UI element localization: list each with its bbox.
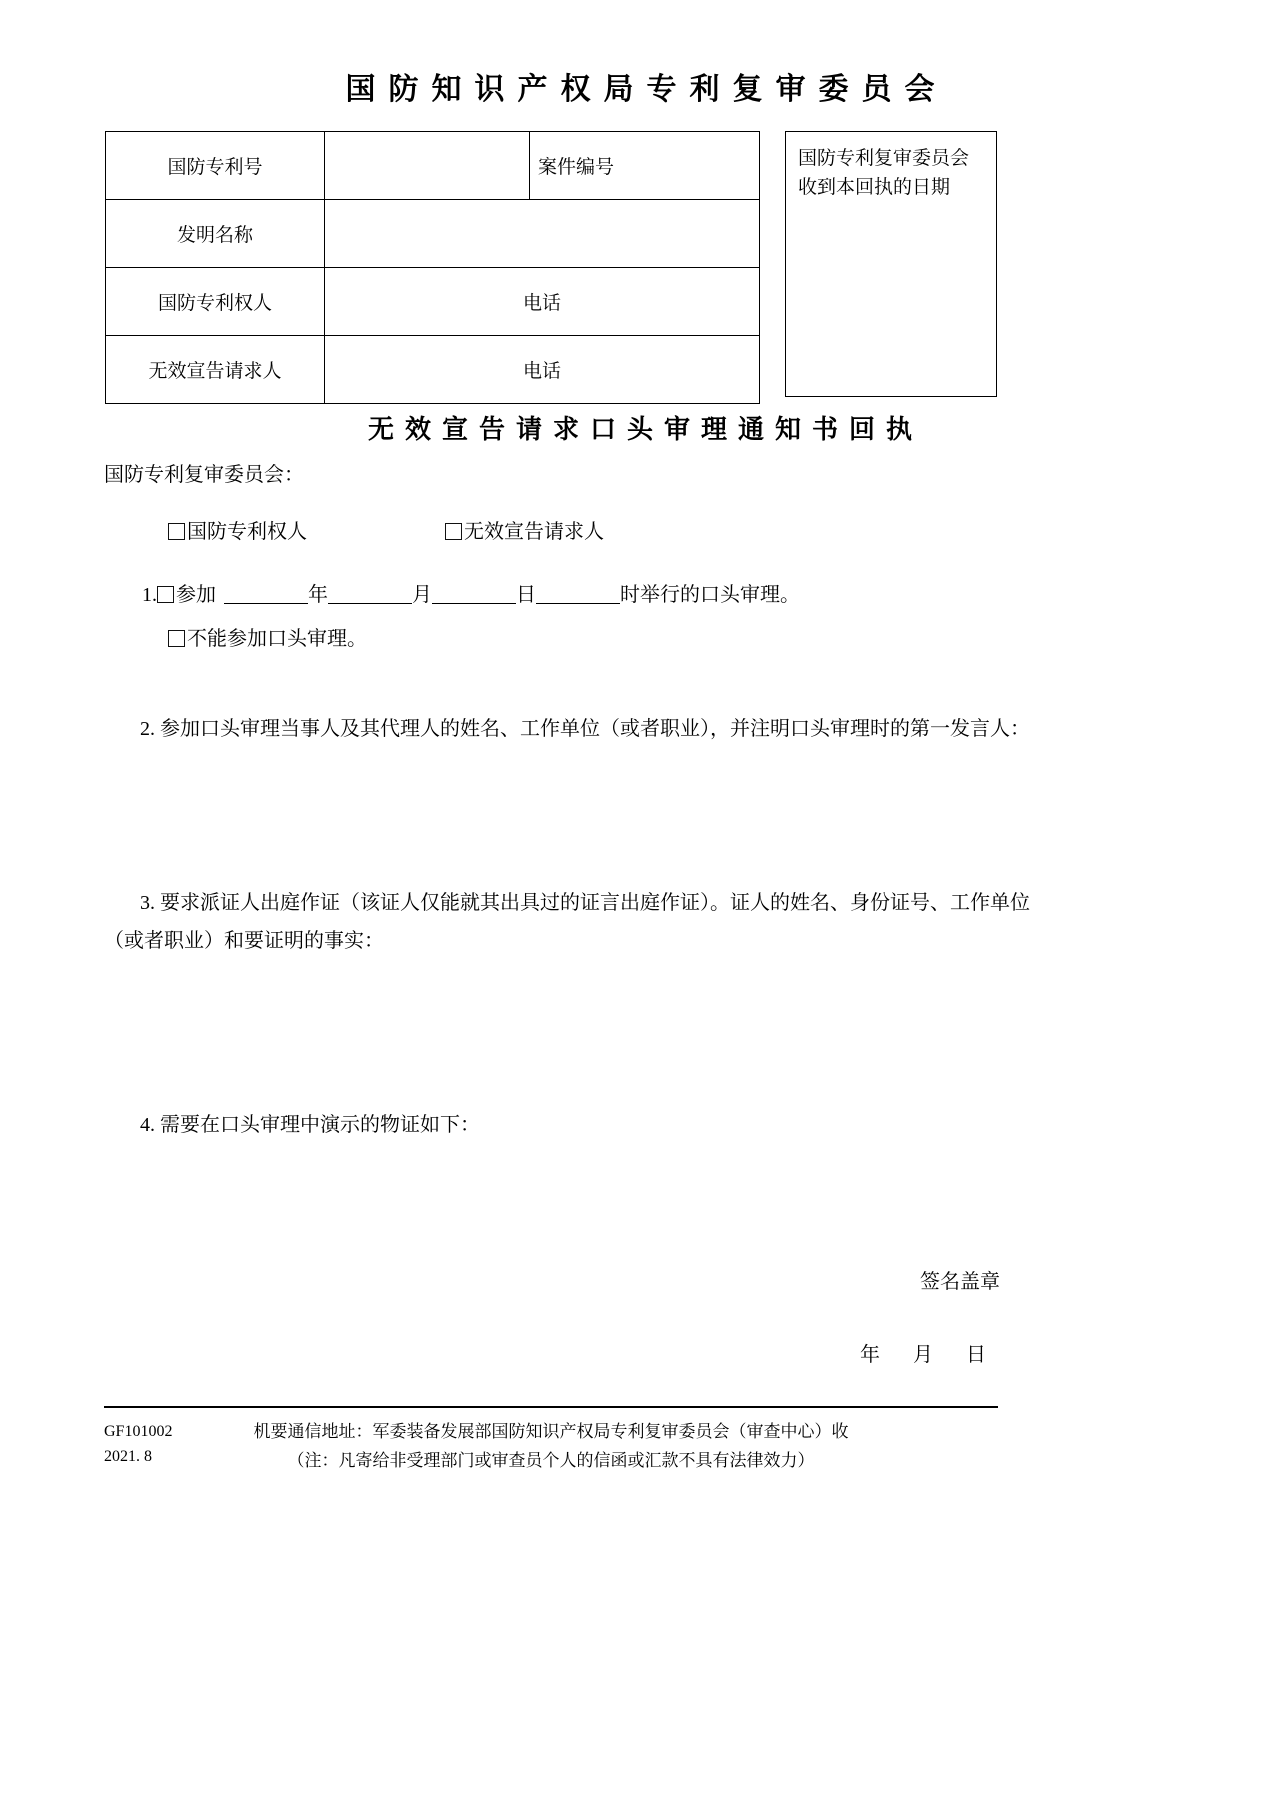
field-label-invention-name: 发明名称: [106, 200, 325, 268]
field-cell-patent-number[interactable]: [325, 132, 760, 200]
receipt-box-line2: 收到本回执的日期: [798, 177, 951, 199]
hour-input[interactable]: [536, 603, 620, 604]
patent-info-table: [105, 131, 760, 404]
item-2-attendees: 2. 参加口头审理当事人及其代理人的姓名、工作单位（或者职业），并注明口头审理时的第一发言人：: [140, 718, 1030, 740]
item-3-line2: （或者职业）和要证明的事实：: [104, 930, 384, 952]
unit-hour: 时举行的口头审理。: [620, 584, 800, 606]
field-label-petitioner: 无效宣告请求人: [106, 336, 325, 404]
item-4-evidence: 4. 需要在口头审理中演示的物证如下：: [140, 1114, 480, 1136]
patent-number-input[interactable]: [333, 132, 530, 199]
day-input[interactable]: [432, 603, 516, 604]
checkbox-option-petitioner[interactable]: [445, 515, 604, 544]
checkbox-icon[interactable]: [168, 630, 185, 647]
item-1-number: 1.: [142, 584, 157, 606]
unit-day: 日: [516, 584, 536, 606]
patentee-phone-cell[interactable]: 电话: [325, 268, 760, 336]
item-1-lead: 参加: [176, 584, 216, 606]
receipt-box-line1: 国防专利复审委员会: [798, 148, 970, 169]
field-label-patentee: 国防专利权人: [106, 268, 325, 336]
item-1-attend: [142, 578, 800, 607]
item-1b-label: 不能参加口头审理。: [187, 628, 367, 650]
unit-month: 月: [412, 584, 432, 606]
year-input[interactable]: [224, 603, 308, 604]
checkbox-label-petitioner: 无效宣告请求人: [464, 521, 604, 543]
item-1-cannot-attend: [168, 622, 367, 651]
addressee-line: 国防专利复审委员会：: [104, 464, 304, 486]
invention-name-input[interactable]: [325, 200, 760, 268]
checkbox-icon[interactable]: [157, 586, 174, 603]
table-row: [106, 336, 760, 404]
month-input[interactable]: [328, 603, 412, 604]
page-title: 国防知识产权局专利复审委员会: [345, 73, 948, 106]
signature-date-line: 年 月 日: [860, 1344, 1000, 1366]
checkbox-icon[interactable]: [168, 523, 185, 540]
footer-note-line: （注：凡寄给非受理部门或审查员个人的信函或汇款不具有法律效力）: [287, 1450, 815, 1470]
footer-address-line: 机要通信地址：军委装备发展部国防知识产权局专利复审委员会（审查中心）收: [253, 1422, 849, 1441]
field-label-case-number: 案件编号: [538, 157, 615, 178]
form-date: 2021. 8: [104, 1447, 152, 1465]
item-3-witness: [104, 884, 1150, 960]
section-title: 无效宣告请求口头审理通知书回执: [367, 414, 923, 444]
petitioner-phone-cell[interactable]: 电话: [325, 336, 760, 404]
form-code: GF101002: [104, 1423, 173, 1440]
table-row: [106, 132, 760, 200]
checkbox-option-patentee[interactable]: [168, 515, 307, 544]
footer-address-block: [104, 1418, 998, 1476]
field-label-patent-number: 国防专利号: [106, 132, 325, 200]
checkbox-icon[interactable]: [445, 523, 462, 540]
receipt-date-box[interactable]: [785, 131, 997, 397]
checkbox-label-patentee: 国防专利权人: [187, 521, 307, 543]
item-3-line1: 3. 要求派证人出庭作证（该证人仅能就其出具过的证言出庭作证）。证人的姓名、身份证号、工作单位: [140, 892, 1030, 914]
footer-divider: [104, 1406, 998, 1408]
table-row: [106, 200, 760, 268]
signature-label: 签名盖章: [920, 1271, 1000, 1293]
unit-year: 年: [308, 584, 328, 606]
table-row: [106, 268, 760, 336]
